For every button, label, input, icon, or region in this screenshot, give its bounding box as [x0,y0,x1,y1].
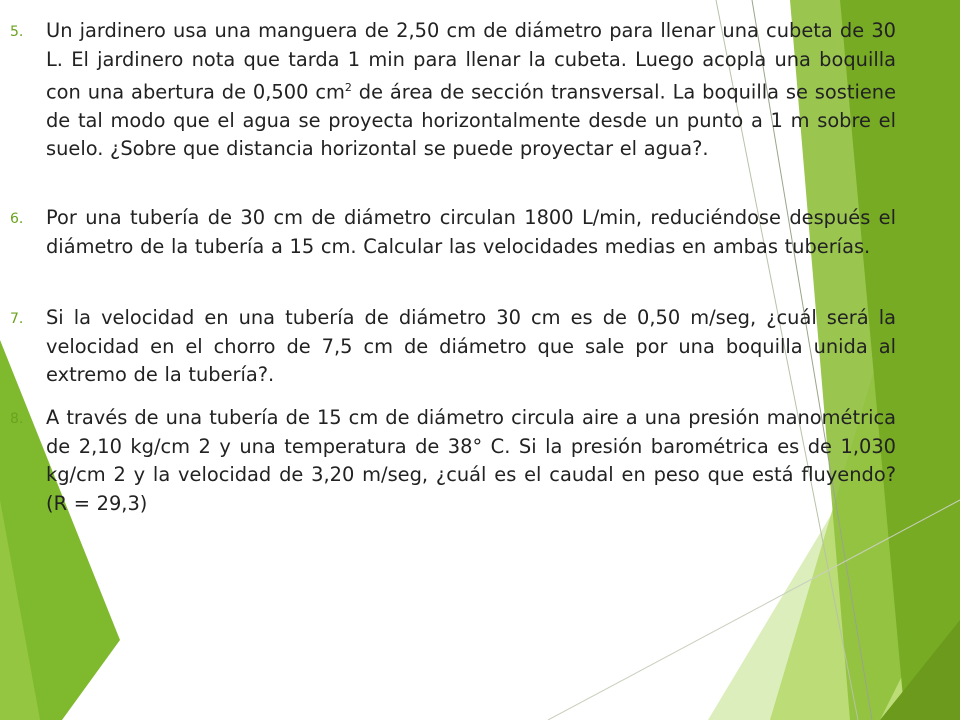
problem-8-text: A través de una tubería de 15 cm de diámetro circula aire a una presión manométrica de 2,10 kg/cm 2 y una temperatura de 38° C. Si la presión barométrica es de 1,030 kg/cm 2 y la velocidad de 3,20 m/seg, ¿cuál es el caudal en peso que está fluyendo? (R = 29,3) [46,406,896,515]
item-number: 7. [10,311,24,327]
item-number: 6. [10,211,24,227]
item-number: 8. [10,411,24,427]
problem-5-text-part2: de área de sección transversal. La boquilla se sostiene de tal modo que el agua se proyecta horizontalmente desde un punto a 1 m sobre el suelo. ¿Sobre que distancia horizontal se puede proyectar el agua?. [46,80,897,161]
problem-5-text-part1: Un jardinero usa una manguera de 2,50 cm de diámetro para llenar una cubeta de 30 L. El jardinero nota que tarda 1 min para llenar la cubeta. Luego acopla una boquilla con una abertura de 0,500 cm [46,19,896,104]
item-number: 5. [10,24,24,40]
problem-6-text: Por una tubería de 30 cm de diámetro circulan 1800 L/min, reduciéndose después el diámetro de la tubería a 15 cm. Calcular las velocidades medias en ambas tuberías. [46,206,896,258]
problem-5-text [46,17,896,164]
problem-7-text: Si la velocidad en una tubería de diámetro 30 cm es de 0,50 m/seg, ¿cuál será la velocidad en el chorro de 7,5 cm de diámetro que sale por una boquilla unida al extremo de la tubería?. [46,306,896,386]
superscript-two: 2 [344,81,352,94]
